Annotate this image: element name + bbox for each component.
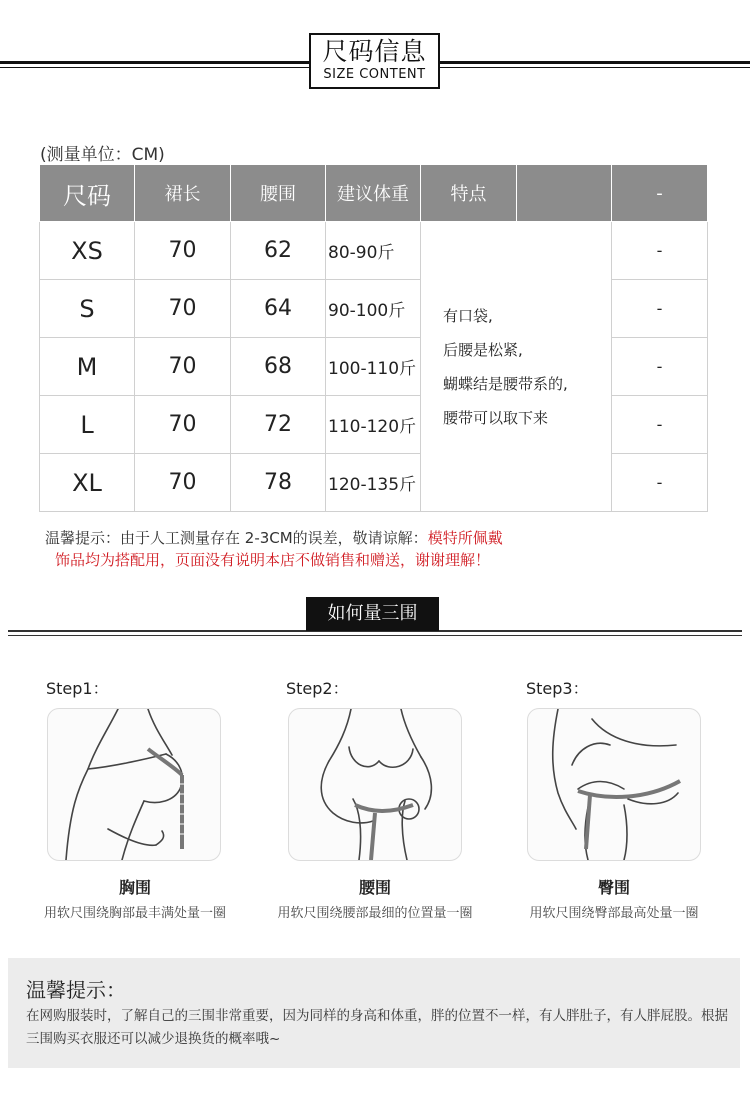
table-row [40, 222, 708, 280]
tip-line-2: 饰品均为搭配用，页面没有说明本店不做销售和赠送，谢谢理解！ [55, 551, 491, 569]
step-2-name: 腰围 [358, 878, 391, 897]
weight-cell: 90-100斤 [326, 280, 421, 338]
header-weight: 建议体重 [326, 165, 421, 222]
length-cell: 70 [135, 396, 231, 454]
waist-cell: 62 [231, 222, 326, 280]
waist-cell: 78 [231, 454, 326, 512]
waist-measure-illustration [288, 708, 462, 861]
feature-line: 有口袋, [443, 306, 493, 325]
step-3-label: Step3： [526, 679, 589, 698]
length-cell: 70 [135, 454, 231, 512]
weight-cell: 120-135斤 [326, 454, 421, 512]
weight-cell: 110-120斤 [326, 396, 421, 454]
header-size: 尺码 [40, 165, 135, 222]
feature-line: 蝴蝶结是腰带系的, [443, 374, 568, 393]
feature-line: 腰带可以取下来 [443, 408, 549, 427]
step-1-desc: 用软尺围绕胸部最丰满处量一圈 [43, 906, 226, 921]
tip-line-1 [45, 527, 503, 548]
section-subtitle: SIZE CONTENT [323, 67, 426, 82]
section-title: 尺码信息 [322, 37, 427, 66]
header-length: 裙长 [135, 165, 231, 222]
size-cell: M [40, 338, 135, 396]
size-cell: S [40, 280, 135, 338]
unit-note: (测量单位：CM) [40, 145, 165, 165]
waist-figure-icon [289, 709, 461, 860]
waist-cell: 64 [231, 280, 326, 338]
size-cell: L [40, 396, 135, 454]
hip-measure-illustration [527, 708, 701, 861]
tip-highlight: 模特所佩戴 [427, 529, 503, 547]
weight-cell: 80-90斤 [326, 222, 421, 280]
step-2-desc: 用软尺围绕腰部最细的位置量一圈 [277, 906, 473, 921]
waist-cell: 72 [231, 396, 326, 454]
header-blank [517, 165, 612, 222]
size-table [39, 164, 708, 512]
step-1-name: 胸围 [118, 878, 151, 897]
notice-panel [8, 958, 740, 1068]
header-waist: 腰围 [231, 165, 326, 222]
table-header-row [40, 165, 708, 222]
waist-cell: 68 [231, 338, 326, 396]
header-extra: - [612, 165, 708, 222]
notice-body: 在网购服装时，了解自己的三围非常重要，因为同样的身高和体重，胖的位置不一样，有人胖肚子，有人胖屁股。根据三围购买衣服还可以减少退换货的概率哦~ [26, 1008, 728, 1047]
extra-cell: - [612, 338, 708, 396]
measure-rule-thin [8, 635, 742, 636]
extra-cell: - [612, 280, 708, 338]
extra-cell: - [612, 222, 708, 280]
extra-cell: - [612, 454, 708, 512]
extra-cell: - [612, 396, 708, 454]
length-cell: 70 [135, 222, 231, 280]
tip-text: 温馨提示：由于人工测量存在 2-3CM的误差，敬请谅解： [45, 529, 428, 547]
feature-line: 后腰是松紧, [443, 340, 523, 359]
chest-measure-illustration [47, 708, 221, 861]
notice-title: 温馨提示： [26, 978, 126, 1002]
hip-figure-icon [528, 709, 700, 860]
step-2-label: Step2： [286, 679, 349, 698]
step-1-label: Step1： [46, 679, 109, 698]
weight-cell: 100-110斤 [326, 338, 421, 396]
length-cell: 70 [135, 338, 231, 396]
size-cell: XL [40, 454, 135, 512]
section-title-box [309, 33, 440, 89]
length-cell: 70 [135, 280, 231, 338]
size-cell: XS [40, 222, 135, 280]
step-3-name: 臀围 [597, 878, 630, 897]
features-cell [421, 222, 612, 512]
chest-figure-icon [48, 709, 220, 860]
step-3-desc: 用软尺围绕臀部最高处量一圈 [529, 906, 699, 921]
header-features: 特点 [421, 165, 517, 222]
measure-title: 如何量三围 [306, 597, 439, 631]
